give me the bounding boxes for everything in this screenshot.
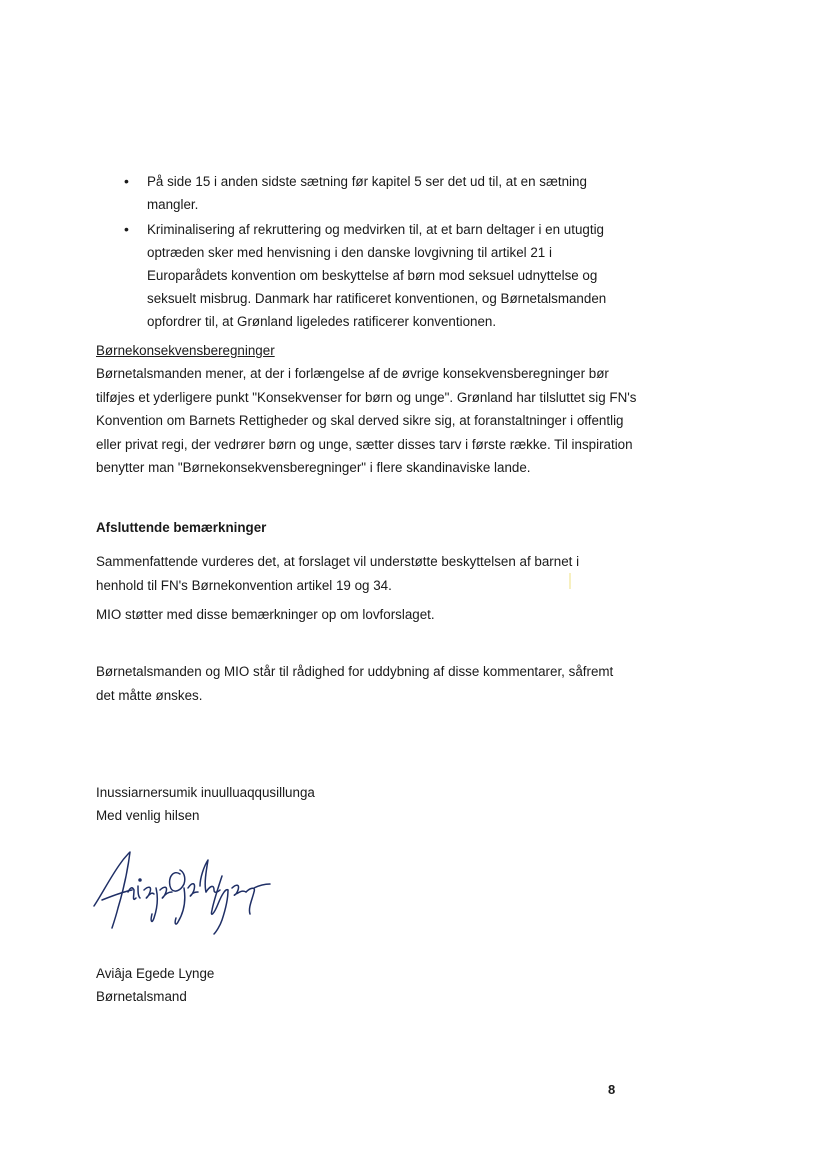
bullet-text: På side 15 i anden sidste sætning før kapitel 5 ser det ud til, at en sætning mangler. [147, 174, 587, 212]
page-number: 8 [608, 1082, 616, 1097]
summary-paragraph: Sammenfattende vurderes det, at forslaget vil understøtte beskyttelsen af barnet i henhold til FN's Børnekonvention artikel 19 og 34. [96, 554, 580, 593]
highlight-marker [569, 573, 571, 589]
handwritten-signature [88, 848, 278, 938]
signer-name: Aviâja Egede Lynge [96, 966, 215, 981]
list-item [121, 218, 621, 333]
body-paragraph: Børnetalsmanden mener, at der i forlængelse af de øvrige konsekvensberegninger bør tilføjes et yderligere punkt "Konsekvenser for børn og unge". Grønland har tilsluttet sig FN's Konvention om Barnets Rettigheder og skal derved sikre sig, at foranstaltninger i offentlig eller privat regi, der vedrører børn og unge, sætter disses tarv i første række. Til inspiration benytter man "Børnekonsekvensberegninger" i flere skandinaviske lande. [96, 366, 637, 475]
closing-greenlandic: Inussiarnersumik inuulluaqqusillunga [96, 785, 315, 800]
bullet-icon: • [124, 221, 129, 237]
bullet-text: Kriminalisering af rekruttering og medvirken til, at et barn deltager i en utugtig optræden sker med henvisning i den danske lovgivning til artikel 21 i Europarådets konvention om beskyttelse af børn mod seksuel udnyttelse og seksuelt misbrug. Danmark har ratificeret konventionen, og Børnetalsmanden opfordrer til, at Grønland ligeledes ratificerer konventionen. [147, 222, 607, 329]
closing-block [96, 781, 315, 827]
signer-block [96, 962, 214, 1008]
bullet-list [121, 170, 621, 335]
section-title-link[interactable]: Børnekonsekvensberegninger [96, 343, 275, 358]
closing-danish: Med venlig hilsen [96, 808, 200, 823]
bullet-icon: • [124, 173, 129, 189]
availability-paragraph: Børnetalsmanden og MIO står til rådighed for uddybning af disse kommentarer, såfremt det måtte ønskes. [96, 664, 614, 703]
list-item [121, 170, 621, 216]
section-heading: Afsluttende bemærkninger [96, 520, 267, 535]
mio-paragraph: MIO støtter med disse bemærkninger op om lovforslaget. [96, 607, 435, 622]
signer-title: Børnetalsmand [96, 989, 187, 1004]
